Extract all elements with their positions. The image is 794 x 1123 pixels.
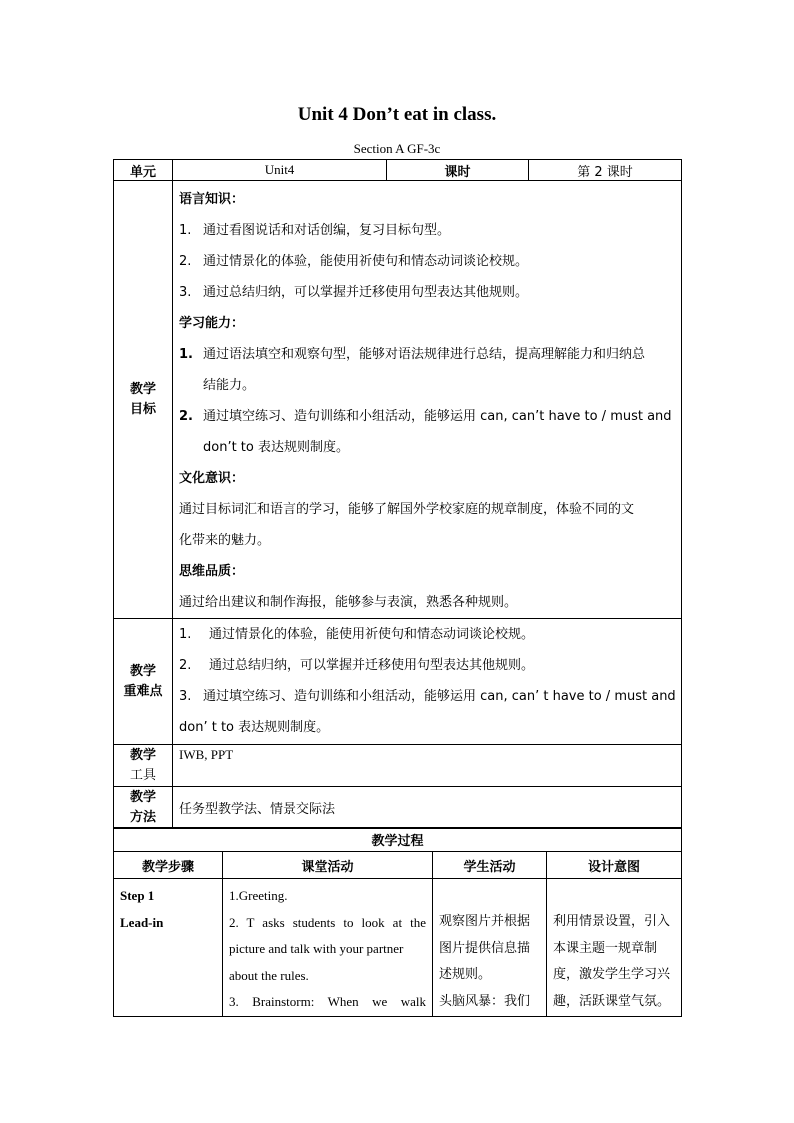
methods-row bbox=[114, 787, 682, 829]
keypoints-content bbox=[173, 619, 682, 745]
intent-line: 本课主题一规章制 bbox=[553, 940, 658, 956]
tools-row bbox=[114, 745, 682, 787]
language-item bbox=[173, 215, 681, 246]
item-number: 1. bbox=[179, 347, 193, 362]
thinking-text: 通过给出建议和制作海报，能够参与表演，熟悉各种规则。 bbox=[179, 595, 518, 610]
keypoints-row bbox=[114, 619, 682, 745]
unit-label: 单元 bbox=[114, 160, 173, 181]
keypoint-item bbox=[173, 619, 681, 650]
objectives-label-2: 目标 bbox=[129, 401, 156, 417]
design-intent-cell bbox=[547, 879, 682, 1017]
tools-value: IWB, PPT bbox=[173, 745, 682, 787]
page-title: Unit 4 Don’t eat in class. bbox=[297, 104, 497, 125]
culture-heading: 文化意识： bbox=[179, 471, 245, 486]
item-text: 通过填空练习、造句训练和小组活动，能够运用 can, can’ t have to / must and bbox=[203, 689, 676, 704]
item-number: 1. bbox=[179, 223, 192, 238]
item-text: 通过情景化的体验，能使用祈使句和情态动词谈论校规。 bbox=[209, 627, 535, 642]
period-value: 第 2 课时 bbox=[529, 160, 682, 181]
step-name-cell bbox=[114, 879, 223, 1017]
item-text: 通过看图说话和对话创编，复习目标句型。 bbox=[203, 223, 451, 238]
objectives-label-1: 教学 bbox=[129, 381, 156, 397]
process-heading-row bbox=[114, 828, 682, 852]
methods-label-2: 方法 bbox=[129, 809, 156, 825]
intent-line: 趣，活跃课堂气氛。 bbox=[553, 993, 671, 1009]
student-line: 头脑风暴：我们 bbox=[439, 993, 531, 1009]
ability-heading: 学习能力： bbox=[179, 316, 245, 331]
item-text: 通过填空练习、造句训练和小组活动，能够运用 can, can’t have to / must and bbox=[203, 409, 672, 424]
tools-label-cell bbox=[114, 745, 173, 787]
section-subtitle: Section A GF-3c bbox=[353, 141, 441, 156]
tools-label-2: 工具 bbox=[129, 767, 156, 783]
item-text: 通过语法填空和观察句型，能够对语法规律进行总结，提高理解能力和归纳总 bbox=[203, 347, 646, 362]
item-text: 通过情景化的体验，能使用祈使句和情态动词谈论校规。 bbox=[203, 254, 529, 269]
objectives-row bbox=[114, 181, 682, 619]
methods-value: 任务型教学法、情景交际法 bbox=[173, 787, 682, 829]
objectives-content bbox=[173, 181, 682, 619]
ability-item bbox=[173, 339, 681, 370]
unit-value: Unit4 bbox=[173, 160, 387, 181]
culture-text-1: 通过目标词汇和语言的学习，能够了解国外学校家庭的规章制度，体验不同的文 bbox=[179, 502, 635, 517]
keypoint-item bbox=[173, 681, 681, 712]
item-text: 通过总结归纳，可以掌握并迁移使用句型表达其他规则。 bbox=[209, 658, 535, 673]
step1-row bbox=[114, 879, 682, 1017]
item-number: 3. bbox=[179, 285, 192, 300]
lesson-plan-table bbox=[113, 159, 682, 829]
activity-line: 1.Greeting. bbox=[229, 888, 288, 903]
student-line: 观察图片并根据 bbox=[439, 914, 531, 929]
intent-line: 度，激发学生学习兴 bbox=[553, 967, 671, 982]
ability-item-cont: don’t to 表达规则制度。 bbox=[203, 440, 349, 455]
methods-label-cell bbox=[114, 787, 173, 829]
activity-line: picture and talk with your partner bbox=[229, 941, 404, 956]
process-heading: 教学过程 bbox=[114, 828, 682, 852]
student-line: 述规则。 bbox=[439, 967, 492, 982]
column-header: 教学步骤 bbox=[114, 852, 223, 879]
culture-text-2: 化带来的魅力。 bbox=[179, 533, 271, 548]
item-text: 通过总结归纳，可以掌握并迁移使用句型表达其他规则。 bbox=[203, 285, 529, 300]
language-heading: 语言知识： bbox=[179, 192, 245, 207]
keypoints-label-1: 教学 bbox=[129, 663, 156, 679]
keypoint-item bbox=[173, 650, 681, 681]
column-header: 学生活动 bbox=[433, 852, 547, 879]
student-line: 图片提供信息描 bbox=[439, 940, 531, 956]
objectives-label-cell bbox=[114, 181, 173, 619]
ability-item-cont: 结能力。 bbox=[203, 378, 256, 393]
process-columns-row bbox=[114, 852, 682, 879]
tools-label-1: 教学 bbox=[129, 747, 156, 763]
column-header: 设计意图 bbox=[547, 852, 682, 879]
item-number: 3. bbox=[179, 689, 192, 704]
item-number: 1. bbox=[179, 627, 192, 642]
activity-line: about the rules. bbox=[229, 967, 309, 983]
keypoint-item-cont: don’ t to 表达规则制度。 bbox=[179, 720, 330, 735]
period-label: 课时 bbox=[387, 160, 529, 181]
language-item bbox=[173, 277, 681, 308]
item-number: 2. bbox=[179, 254, 192, 269]
info-row bbox=[114, 160, 682, 181]
keypoints-label-2: 重难点 bbox=[123, 683, 163, 699]
activity-line: 3. Brainstorm: When we walk bbox=[229, 994, 426, 1009]
keypoints-label-cell bbox=[114, 619, 173, 745]
methods-label-1: 教学 bbox=[129, 789, 156, 805]
ability-item bbox=[173, 401, 681, 432]
column-header: 课堂活动 bbox=[223, 852, 433, 879]
student-activity-cell bbox=[433, 879, 547, 1017]
item-number: 2. bbox=[179, 658, 192, 673]
activity-line: 2. T asks students to look at the bbox=[229, 914, 426, 930]
step-number: Step 1 bbox=[120, 888, 155, 903]
process-table bbox=[113, 827, 682, 1017]
step-title: Lead-in bbox=[120, 914, 164, 930]
intent-line: 利用情景设置，引入 bbox=[553, 914, 671, 929]
thinking-heading: 思维品质： bbox=[179, 564, 245, 579]
class-activity-cell bbox=[223, 879, 433, 1017]
item-number: 2. bbox=[179, 409, 193, 424]
language-item bbox=[173, 246, 681, 277]
